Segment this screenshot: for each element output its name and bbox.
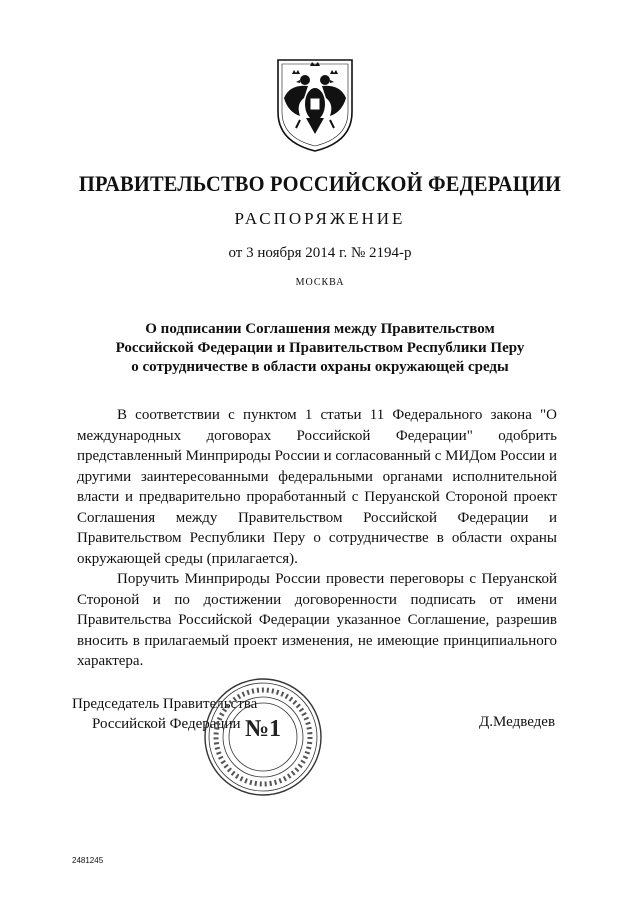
signatory-title-line: Председатель Правительства bbox=[72, 696, 258, 712]
document-type: РАСПОРЯЖЕНИЕ bbox=[234, 209, 406, 228]
document-subject bbox=[80, 320, 560, 377]
signatory-name: Д.Медведев bbox=[479, 714, 556, 730]
stamp-number: №1 bbox=[244, 716, 282, 742]
document-body bbox=[77, 405, 557, 672]
document-registration-number: 2481245 bbox=[72, 856, 104, 865]
subject-line: Российской Федерации и Правительством Республики Перу bbox=[115, 340, 525, 356]
coat-of-arms-emblem bbox=[270, 54, 360, 154]
body-paragraph: Поручить Минприроды России провести переговоры с Перуанской Стороной и по достижении договоренности подписать от имени Правительства Российской Федерации указанное Соглашение, разрешив вносить в прилагаемый проект изменения, не имеющие принципиального характера. bbox=[77, 571, 557, 669]
subject-line: О подписании Соглашения между Правительством bbox=[145, 321, 495, 337]
government-title: ПРАВИТЕЛЬСТВО РОССИЙСКОЙ ФЕДЕРАЦИИ bbox=[78, 171, 562, 196]
document-date-number: от 3 ноября 2014 г. № 2194-р bbox=[228, 245, 412, 261]
official-stamp bbox=[202, 676, 324, 798]
body-paragraph: В соответствии с пунктом 1 статьи 11 Федерального закона "О международных договорах Российской Федерации" одобрить представленный Минприроды России и согласованный с МИДом России и другими заинтересованными федеральными органами исполнительной власти и предварительно проработанный с Перуанской Стороной проект Соглашения между Правительством Российской Федерации и Правительством Республики Перу о сотрудничестве в области охраны окружающей среды (прилагается). bbox=[77, 407, 557, 567]
document-place: МОСКВА bbox=[295, 277, 345, 288]
signatory-title-line: Российской Федерации bbox=[92, 716, 241, 732]
subject-line: о сотрудничестве в области охраны окружающей среды bbox=[131, 359, 509, 375]
